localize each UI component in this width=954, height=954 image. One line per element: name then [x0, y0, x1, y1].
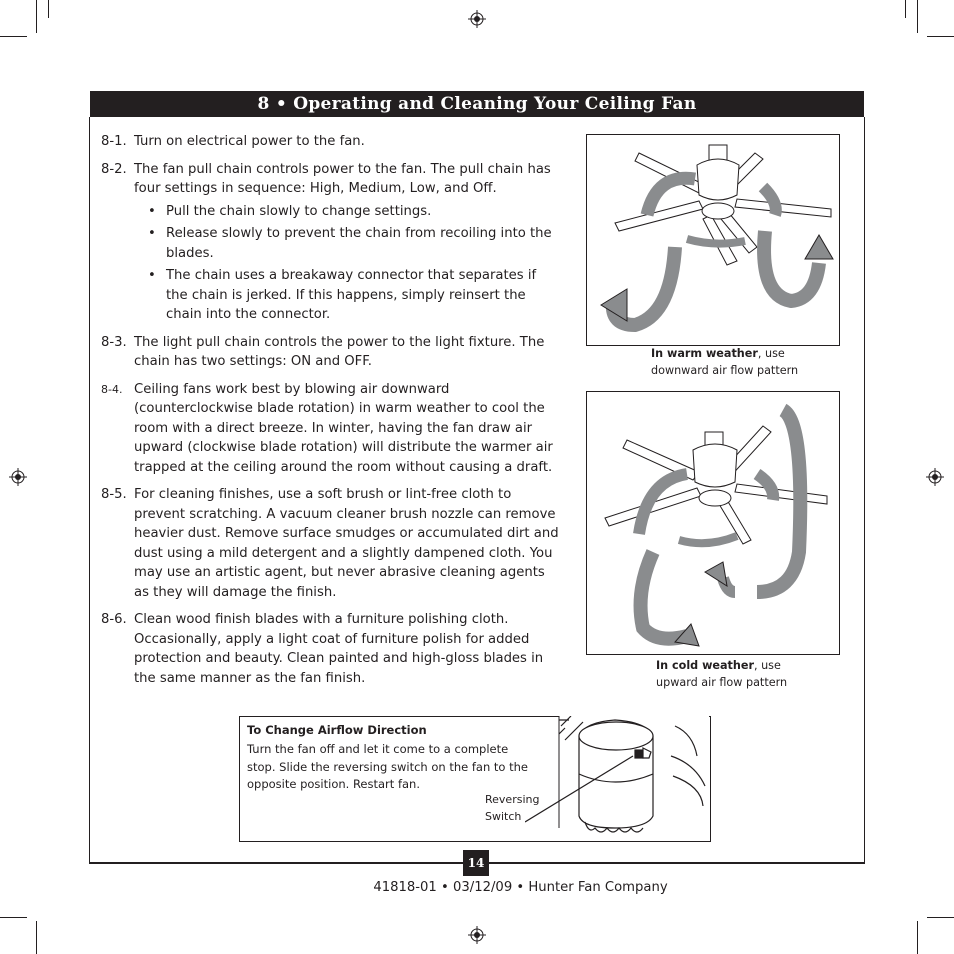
step-8-5: [101, 485, 561, 602]
crop-mark: [36, 0, 37, 33]
step-text: The fan pull chain controls power to the fan. The pull chain has four settings in sequence: High, Medium, Low, and Off.: [134, 161, 551, 196]
crop-mark: [0, 36, 27, 37]
bullet-item: • Pull the chain slowly to change settings.: [134, 202, 561, 222]
fan-upward-airflow-illustration: [587, 392, 839, 654]
footer: [0, 880, 954, 895]
footer-text: 41818-01 • 03/12/09 • Hunter Fan Company: [373, 880, 668, 895]
switch-label-line: Switch: [485, 810, 522, 823]
crop-mark: [48, 0, 49, 18]
step-text: For cleaning finishes, use a soft brush or lint-free cloth to prevent scratching. A vacuum cleaner brush nozzle can remove heavier dust. Remove surface smudges or accumulated dirt and dust using a mild detergent and a slightly dampened cloth. You may use an artistic agent, but never abrasive cleaning agents as they will damage the finish.: [134, 487, 559, 600]
cold-weather-caption: [656, 657, 826, 691]
crop-mark: [917, 0, 918, 33]
bullet-item: • Release slowly to prevent the chain from recoiling into the blades.: [134, 224, 561, 263]
step-text: Clean wood finish blades with a furniture polishing cloth. Occasionally, apply a light coat of furniture polish for added protection and beauty. Clean painted and high-gloss blades in the same manner as the fan finish.: [134, 612, 544, 686]
step-number: 8-2.: [101, 161, 127, 177]
instruction-list: [101, 132, 561, 696]
airflow-instructions: Turn the fan off and let it come to a complete stop. Slide the reversing switch on the fan to the opposite position. Restart fan.: [247, 742, 528, 791]
registration-mark-icon: [9, 468, 27, 486]
bullet-item: • The chain uses a breakaway connector that separates if the chain is jerked. If this happens, simply reinsert the chain into the connector.: [134, 266, 561, 325]
step-8-4: [101, 380, 561, 478]
registration-mark-icon: [468, 926, 486, 944]
airflow-title: To Change Airflow Direction: [247, 723, 427, 737]
step-number: 8-5.: [101, 487, 127, 502]
warm-weather-figure: [586, 134, 840, 346]
step-text: The light pull chain controls the power to the light fixture. The chain has two settings: ON and OFF.: [134, 334, 545, 369]
step-number: 8-1.: [101, 134, 127, 149]
crop-mark: [905, 0, 906, 18]
caption-bold: In warm weather: [651, 347, 758, 360]
step-number: 8-4.: [101, 382, 123, 396]
step-number: 8-3.: [101, 334, 127, 350]
step-8-3: [101, 333, 561, 372]
step-text: Turn on electrical power to the fan.: [134, 134, 365, 149]
fan-downward-airflow-illustration: [587, 135, 839, 345]
caption-text: , use upward air flow pattern: [656, 659, 788, 689]
page-number: 14: [463, 850, 489, 876]
step-text: Ceiling fans work best by blowing air downward (counterclockwise blade rotation) in warm weather to cool the room with a direct breeze. In winter, having the fan draw air upward (clockwise blade rotation) will distribute the warmer air trapped at the ceiling around the room without causing a draft.: [134, 381, 553, 475]
registration-mark-icon: [926, 468, 944, 486]
crop-mark: [927, 917, 954, 918]
reversing-switch-illustration: [525, 716, 709, 840]
step-8-2: [101, 160, 561, 325]
cold-weather-figure: [586, 391, 840, 655]
switch-label-line: Reversing: [485, 793, 540, 806]
pull-chain-bullets: [134, 202, 561, 325]
crop-mark: [917, 921, 918, 954]
section-title: 8 • Operating and Cleaning Your Ceiling Fan: [90, 91, 864, 117]
step-number: 8-6.: [101, 612, 127, 627]
crop-mark: [36, 921, 37, 954]
crop-mark: [927, 36, 954, 37]
crop-mark: [0, 917, 27, 918]
registration-mark-icon: [468, 10, 486, 28]
caption-text: , use downward air flow pattern: [651, 347, 799, 377]
step-8-6: [101, 610, 561, 688]
warm-weather-caption: [651, 345, 821, 379]
caption-bold: In cold weather: [656, 659, 754, 672]
step-8-1: [101, 132, 561, 152]
